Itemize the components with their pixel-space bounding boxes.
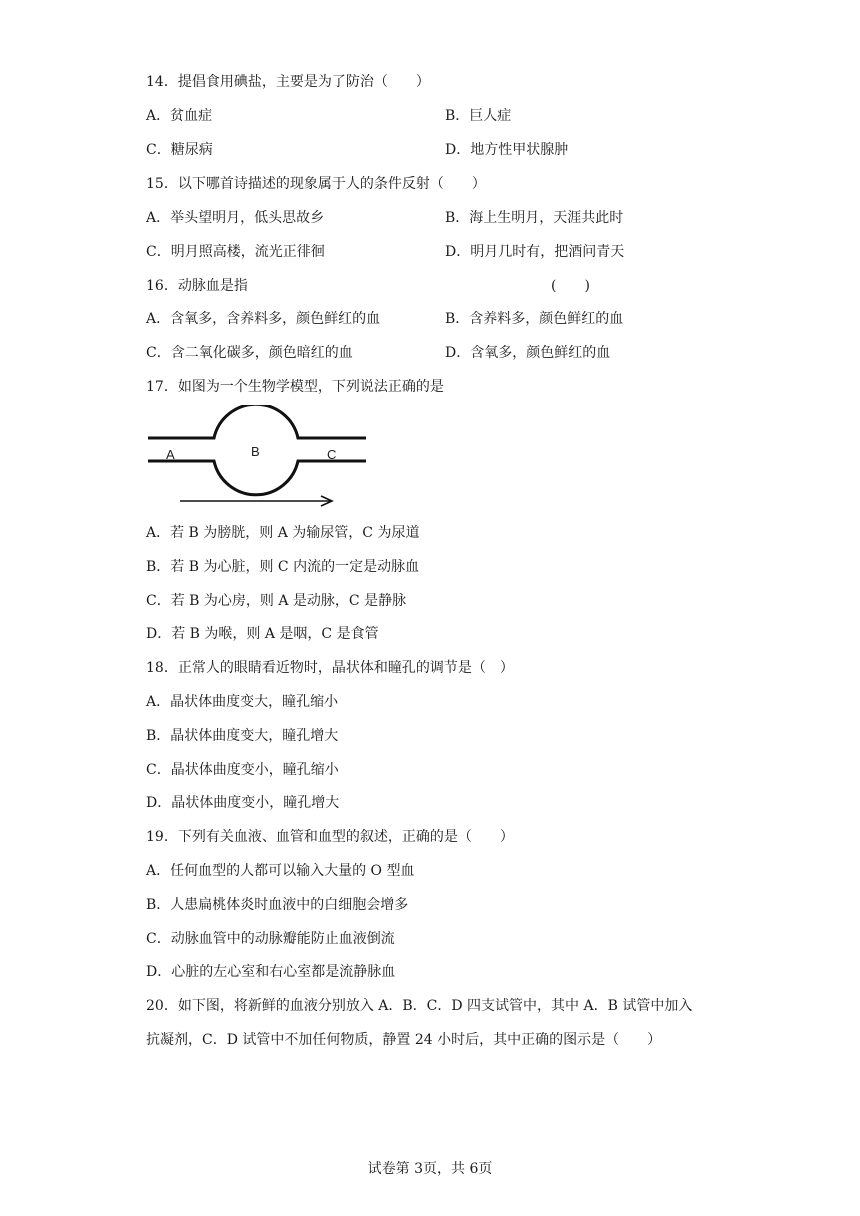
question-14-stem: 14．提倡食用碘盐，主要是为了防治（ ） — [146, 74, 430, 90]
question-15-option-c: C．明月照高楼，流光正徘徊 — [146, 244, 325, 260]
question-16-option-b: B．含养料多，颜色鲜红的血 — [445, 311, 624, 327]
question-18-stem: 18．正常人的眼睛看近物时，晶状体和瞳孔的调节是（ ） — [146, 660, 514, 676]
question-17-stem: 17．如图为一个生物学模型，下列说法正确的是 — [146, 379, 444, 395]
question-15-option-a: A．举头望明月，低头思故乡 — [146, 210, 325, 226]
flow-arrow — [180, 496, 332, 506]
biology-model-diagram — [146, 405, 372, 515]
question-18-option-c: C．晶状体曲度变小，瞳孔缩小 — [146, 762, 339, 778]
label-a: A — [166, 447, 175, 462]
question-16-option-d: D．含氧多，颜色鲜红的血 — [445, 345, 611, 361]
question-17-option-b: B．若 B 为心脏，则 C 内流的一定是动脉血 — [146, 559, 420, 575]
question-15-stem: 15．以下哪首诗描述的现象属于人的条件反射（ ） — [146, 176, 486, 192]
question-19-option-c: C．动脉血管中的动脉瓣能防止血液倒流 — [146, 931, 395, 947]
question-15-option-b: B．海上生明月，天涯共此时 — [445, 210, 624, 226]
question-15-option-d: D．明月几时有，把酒问青天 — [445, 244, 625, 260]
question-19-option-a: A．任何血型的人都可以输入大量的 O 型血 — [146, 863, 415, 879]
question-16-answer-bracket: ( ) — [551, 278, 590, 294]
question-16-option-a: A．含氧多，含养料多，颜色鲜红的血 — [146, 311, 381, 327]
question-18-option-d: D．晶状体曲度变小，瞳孔增大 — [146, 795, 340, 811]
question-17-option-d: D．若 B 为喉，则 A 是咽，C 是食管 — [146, 626, 379, 642]
question-18-option-b: B．晶状体曲度变大，瞳孔增大 — [146, 728, 339, 744]
question-17-option-c: C．若 B 为心房，则 A 是动脉，C 是静脉 — [146, 593, 407, 609]
question-20-stem-continued: 抗凝剂，C．D 试管中不加任何物质，静置 24 小时后，其中正确的图示是（ ） — [146, 1032, 662, 1048]
question-18-option-a: A．晶状体曲度变大，瞳孔缩小 — [146, 694, 339, 710]
question-19-option-d: D．心脏的左心室和右心室都是流静脉血 — [146, 964, 396, 980]
question-16-stem: 16．动脉血是指 — [146, 278, 248, 294]
label-b: B — [251, 444, 260, 459]
question-14-option-d: D．地方性甲状腺肿 — [445, 142, 569, 158]
question-19-stem: 19．下列有关血液、血管和血型的叙述，正确的是（ ） — [146, 829, 514, 845]
label-c: C — [327, 447, 337, 462]
question-14-option-a: A．贫血症 — [146, 108, 213, 124]
question-19-option-b: B．人患扁桃体炎时血液中的白细胞会增多 — [146, 897, 409, 913]
page-footer: 试卷第 3页，共 6页 — [367, 1161, 493, 1177]
question-17-option-a: A．若 B 为膀胱，则 A 为输尿管，C 为尿道 — [146, 525, 420, 541]
question-14-option-b: B．巨人症 — [445, 108, 512, 124]
question-16-option-c: C．含二氧化碳多，颜色暗红的血 — [146, 345, 353, 361]
question-14-option-c: C．糖尿病 — [146, 142, 213, 158]
question-20-stem: 20．如下图，将新鲜的血液分别放入 A．B．C．D 四支试管中，其中 A．B 试管中加入 — [146, 998, 693, 1014]
